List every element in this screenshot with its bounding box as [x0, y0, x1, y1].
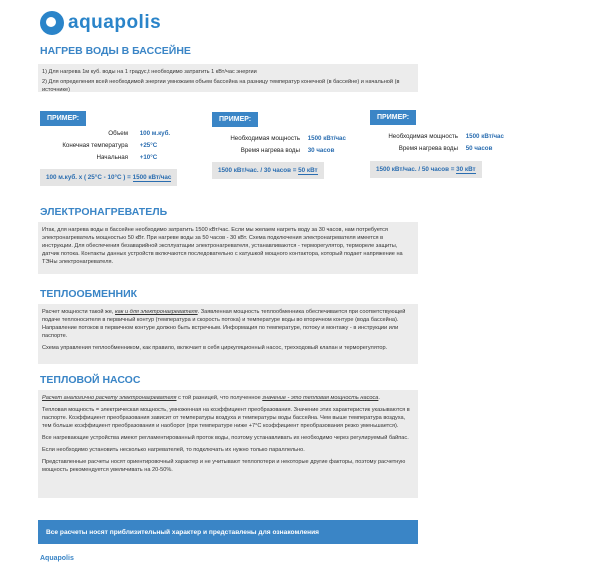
heat-exchanger-title: ТЕПЛООБМЕННИК	[40, 288, 138, 300]
result-expression: 1500 кВт/час. / 50 часов =	[376, 166, 457, 173]
example-1-row	[40, 154, 210, 161]
row-label: Время нагрева воды	[398, 145, 458, 152]
result-value: 50 кВт	[298, 167, 318, 174]
exchanger-body: . Заявленная мощность теплообменника обеспечивается при соответствующей подаче теплоносителя в первичный контур (температура и скорость потока) и температуре воды во вторичном контуре (вода бассейна). Направление потоков в первичном контуре должно быть встречным. Информация по температуре, потоку и монтажу - в инструкции или паспорте.	[42, 309, 406, 339]
heat-pump-text-5: Представленные расчеты носят ориентировочный характер и не учитывают теплопотери и некоторые другие факторы, поэтому расчетную мощность рекомендуется увеличивать на 20-50%.	[42, 459, 406, 473]
row-value: 30 часов	[307, 147, 335, 154]
row-label: Объем	[108, 130, 128, 137]
example-1-header: ПРИМЕР:	[40, 111, 86, 126]
electro-heater-text: Итак, для нагрева воды в бассейне необходимо затратить 1500 кВт/час. Если мы желаем нагреть воду за 30 часов, нам потребуется электронагреватель мощностью 50 кВт. При нагреве воды за 50 часов - 30 кВт. Схема подключения электронагревателя имеется в инструкции. Для обеспечения безаварийной эксплуатации электронагревателя, устанавливаются - терморегулятор, термореле защиты, датчик потока. Контакты данных устройств включаются последовательно с катушкой мощного контактора, который подает напряжение на ТЭНы электронагревателя.	[42, 227, 403, 265]
heat-exchanger-text-1	[42, 308, 414, 340]
footer-brand[interactable]: Aquapolis	[40, 555, 74, 562]
row-value: 100 м.куб.	[139, 130, 171, 137]
row-value: +10°C	[139, 154, 158, 161]
heat-pump-band	[38, 390, 418, 498]
example-1-row	[40, 142, 210, 149]
heat-exchanger-text-2: Схема управления теплообменником, как правило, включает в себя циркуляционный насос, трехходовый клапан и терморегулятор.	[42, 345, 388, 351]
result-value: 1500 кВт/час	[132, 174, 172, 181]
heat-pump-text-2: Тепловая мощность = электрическая мощность, умноженная на коэффициент преобразования. Значение этих характеристик указываются в паспорте. Коэффициент преобразования зависит от температуры воздуха и температуры воды бассейна. Чем выше температура воздуха, тем больше коэффициент преобразования и наоборот (при температуре ниже +7°C коэффициент преобразования резко уменьшается).	[42, 407, 410, 429]
pump-link[interactable]: Расчет аналогично расчету электронагревателя	[42, 395, 177, 401]
heat-pump-text-1	[42, 394, 414, 402]
footer-note-bar	[38, 520, 418, 544]
example-1-row	[40, 130, 210, 137]
example-1-result	[40, 169, 177, 186]
page-title: НАГРЕВ ВОДЫ В БАССЕЙНЕ	[40, 45, 191, 57]
example-3-result	[370, 161, 482, 178]
exchanger-link[interactable]: как и для электронагревателя	[115, 309, 198, 315]
row-label: Начальная	[96, 154, 128, 161]
example-2-result	[212, 162, 324, 179]
exchanger-lead: Расчет мощности такой же,	[42, 309, 114, 315]
result-expression: 1500 кВт/час. / 30 часов =	[218, 167, 299, 174]
example-3-header: ПРИМЕР:	[370, 110, 416, 125]
aquapolis-logo[interactable]	[40, 10, 161, 36]
row-value: 1500 кВт/час	[307, 135, 346, 142]
row-label: Конечная температура	[62, 142, 128, 149]
example-2-row	[212, 147, 362, 154]
pump-mid: с той разницей, что полученное	[176, 395, 263, 401]
example-2-row	[212, 135, 362, 142]
row-label: Необходимая мощность	[388, 133, 458, 140]
example-2-header: ПРИМЕР:	[212, 112, 258, 127]
intro-band	[38, 64, 418, 92]
heat-pump-text-4: Если необходимо установить несколько нагревателей, то подключать их нужно только параллельно.	[42, 447, 305, 453]
intro-point-1: 1) Для нагрева 1м куб. воды на 1 градус,t необходимо затратить 1 кВт/час энергии	[42, 69, 257, 75]
pump-link-2[interactable]: значение - это тепловая мощность насоса	[262, 395, 379, 401]
result-value: 30 кВт	[456, 166, 476, 173]
row-value: 1500 кВт/час	[465, 133, 504, 140]
result-expression: 100 м.куб. х ( 25°C - 10°C ) =	[46, 174, 133, 181]
footer-note: Все расчеты носят приблизительный характер и представлены для ознакомления	[46, 528, 319, 536]
example-3-row	[370, 133, 530, 140]
heat-pump-text-3: Все нагревающие устройства имеют регламентированный проток воды, поэтому устанавливать их необходимо через регулируемый байпас.	[42, 435, 409, 441]
pump-end: .	[378, 395, 380, 401]
intro-point-2: 2) Для определения всей необходимой энергии умножаем объем бассейна на разницу температур конечной (в бассейне) и начальной (в источнике)	[42, 79, 400, 93]
logo-drop-icon	[40, 11, 64, 35]
row-label: Необходимая мощность	[230, 135, 300, 142]
example-3-row	[370, 145, 530, 152]
heat-exchanger-band	[38, 304, 418, 364]
row-value: +25°C	[139, 142, 158, 149]
logo-text: aquapolis	[68, 12, 162, 33]
electro-heater-title: ЭЛЕКТРОНАГРЕВАТЕЛЬ	[40, 206, 168, 218]
row-value: 50 часов	[465, 145, 493, 152]
row-label: Время нагрева воды	[240, 147, 300, 154]
electro-heater-band	[38, 222, 418, 274]
heat-pump-title: ТЕПЛОВОЙ НАСОС	[40, 374, 141, 386]
